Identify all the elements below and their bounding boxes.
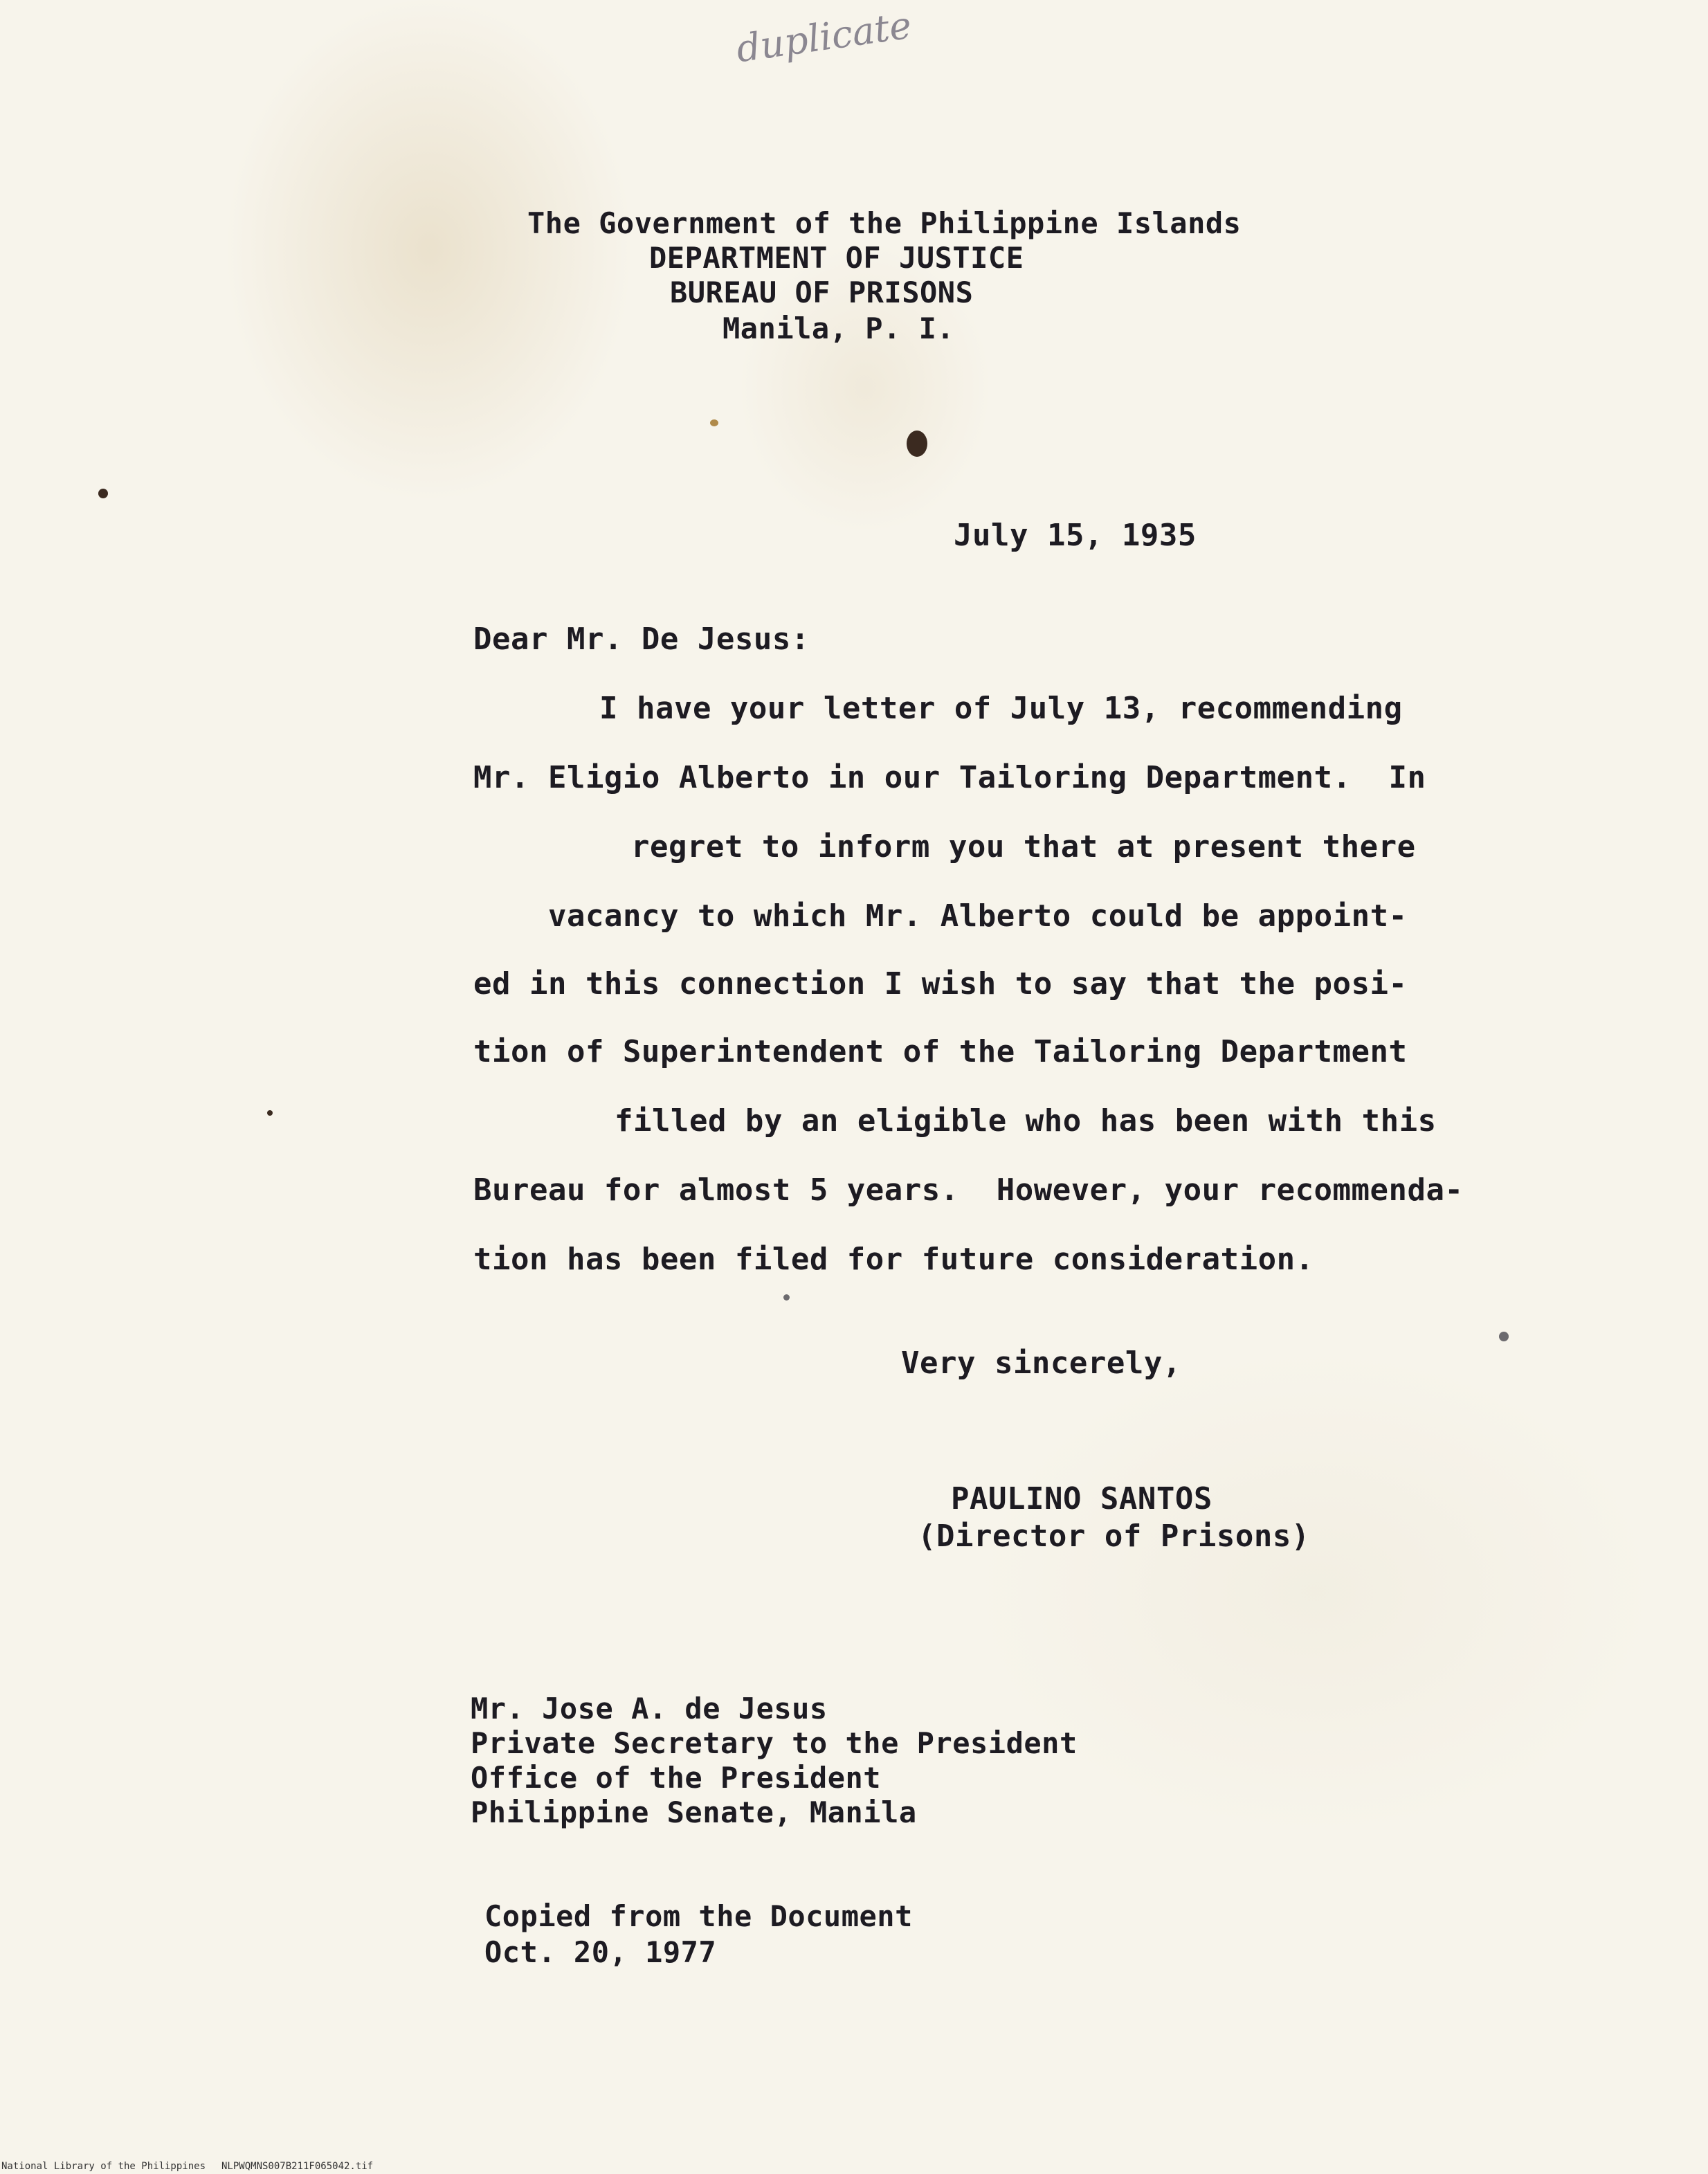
ink-spot bbox=[783, 1294, 790, 1301]
footer-institution: National Library of the Philippines bbox=[1, 2161, 206, 2172]
handwritten-annotation: duplicate bbox=[734, 3, 914, 71]
recipient-position: Private Secretary to the President bbox=[471, 1726, 1078, 1760]
footer-file-id: NLPWQMNS007B211F065042.tif bbox=[221, 2161, 374, 2172]
copy-date: Oct. 20, 1977 bbox=[484, 1935, 717, 1969]
letterhead-government: The Government of the Philippine Islands bbox=[527, 206, 1242, 240]
body-line-6: tion of Superintendent of the Tailoring Department bbox=[473, 1034, 1408, 1069]
letter-date: July 15, 1935 bbox=[954, 518, 1197, 553]
body-line-3: regret to inform you that at present there bbox=[631, 829, 1416, 864]
letterhead-bureau: BUREAU OF PRISONS bbox=[670, 275, 974, 309]
salutation: Dear Mr. De Jesus: bbox=[473, 622, 810, 657]
body-line-7: filled by an eligible who has been with this bbox=[615, 1103, 1437, 1139]
recipient-location: Philippine Senate, Manila bbox=[471, 1795, 917, 1829]
body-line-9: tion has been filed for future consideration. bbox=[473, 1242, 1314, 1277]
recipient-office: Office of the President bbox=[471, 1761, 882, 1795]
letterhead-department: DEPARTMENT OF JUSTICE bbox=[649, 241, 1024, 275]
closing: Very sincerely, bbox=[901, 1346, 1181, 1381]
signature-title: (Director of Prisons) bbox=[918, 1519, 1310, 1554]
ink-spot bbox=[98, 489, 108, 498]
ink-spot bbox=[907, 431, 927, 457]
ink-spot bbox=[1499, 1332, 1509, 1341]
ink-spot bbox=[267, 1110, 273, 1116]
body-line-2: Mr. Eligio Alberto in our Tailoring Department. In bbox=[473, 760, 1426, 795]
signature-name: PAULINO SANTOS bbox=[951, 1481, 1212, 1516]
body-line-1: I have your letter of July 13, recommending bbox=[599, 691, 1403, 726]
body-line-4: vacancy to which Mr. Alberto could be appoint- bbox=[548, 898, 1408, 934]
body-line-5: ed in this connection I wish to say that the posi- bbox=[473, 966, 1408, 1002]
recipient-name: Mr. Jose A. de Jesus bbox=[471, 1692, 828, 1725]
ink-spot bbox=[710, 419, 718, 426]
body-line-8: Bureau for almost 5 years. However, your recommenda- bbox=[473, 1172, 1464, 1208]
copy-note: Copied from the Document bbox=[484, 1899, 913, 1933]
letterhead-city: Manila, P. I. bbox=[723, 311, 955, 345]
